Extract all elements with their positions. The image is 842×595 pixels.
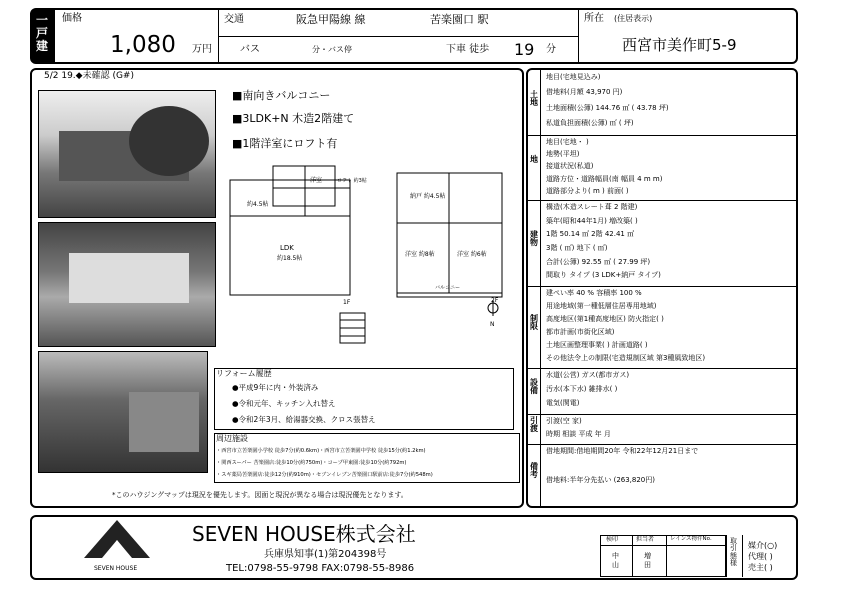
bus-stop: 分・バス停	[312, 45, 352, 54]
section-row: 水道(公営) ガス(都市ガス)	[546, 371, 630, 379]
seller-option: 売主( )	[748, 563, 773, 572]
section-caption: 土地	[530, 89, 538, 107]
footnote: *このハウジングマップは現況を優先します。図面と現況が異なる場合は現況優先となります。	[112, 491, 408, 499]
section-row: その他法令上の制限(宅造規制区域 第3種風致地区)	[546, 354, 706, 362]
price-value: 1,080	[110, 32, 176, 58]
plan-floor1: 1F	[343, 299, 351, 306]
section-caption: 設備	[530, 378, 538, 396]
line-name: 阪急甲陽線 線	[296, 13, 366, 26]
plan-upper-storage: 納戸 約4.5帖	[410, 193, 446, 200]
transport-label: 交通	[224, 14, 244, 25]
address: 西宮市美作町5-9	[622, 36, 737, 54]
section-row: 建ぺい率 40 % 容積率 100 %	[546, 289, 642, 297]
stamp-masuda: 増田	[644, 552, 651, 570]
logo-text: SEVEN HOUSE	[94, 565, 138, 572]
table-head-stamp: 検印	[606, 536, 619, 543]
section-caption: 制限	[530, 314, 538, 332]
bullet-1: ■南向きバルコニー	[232, 89, 331, 102]
reform-item-1: ●平成9年に内・外装済み	[232, 383, 319, 392]
section-caption: 引渡	[530, 416, 538, 434]
location-label: 所在	[584, 13, 604, 24]
section-caption: 備考	[530, 462, 538, 480]
section-row: 合計(公簿) 92.55 ㎡ ( 27.99 坪)	[546, 257, 651, 266]
get-off-label: 下車 徒歩	[446, 44, 490, 55]
section-row: 間取り タイプ (3 LDK+納戸 タイプ)	[546, 271, 661, 280]
location-note: (住居表示)	[614, 14, 653, 23]
section-row: 汚水(本下水) 雑排水( )	[546, 385, 618, 393]
plan-balcony: バルコニー	[435, 285, 461, 291]
contact-phone: TEL:0798-55-9798 FAX:0798-55-8986	[226, 563, 415, 574]
section-row: 引渡(空 家)	[546, 417, 582, 425]
section-row: 都市計画(市街化区域)	[546, 328, 615, 336]
section-row: 構造(木造スレート葺 2 階建)	[546, 203, 638, 211]
section-row: 地目(宅地見込み)	[546, 73, 601, 81]
table-head-staff: 担当者	[636, 536, 655, 543]
section-row: 電気(関電)	[546, 399, 580, 407]
section-row: 道路部分より( m ) 前面( )	[546, 186, 629, 195]
section-row: 接道状況(私道)	[546, 162, 594, 171]
reform-item-3: ●令和2年3月、給湯器交換、クロス張替え	[232, 415, 376, 424]
agent-option: 代理( )	[748, 552, 773, 561]
section-row: 高度地区(第1種高度地区) 防火指定( )	[546, 315, 664, 323]
walk-minutes: 19	[514, 40, 535, 59]
company-logo	[82, 518, 152, 566]
right-panel	[526, 68, 798, 508]
exterior-photo	[38, 90, 216, 218]
interior-photo	[38, 222, 216, 347]
plan-room3: ロフト 約3帖	[337, 178, 367, 184]
section-row: 地勢(平坦)	[546, 150, 580, 159]
plan-floor2: 2F	[491, 297, 499, 304]
plan-room2: 洋室	[310, 177, 323, 184]
section-row: 土地面積(公簿) 144.76 ㎡ ( 43.78 坪)	[546, 103, 669, 112]
environment-item-3: ・スギ薬局苦楽園店:徒歩12分(約910m)・セブンイレブン苦楽園口駅前店:徒歩7分(約548m)	[216, 472, 433, 478]
section-caption: 建物	[530, 230, 538, 248]
garden-photo	[38, 351, 208, 473]
section-row: 時期 相談 平成 年 月	[546, 430, 611, 438]
license-number: 兵庫県知事(1)第204398号	[264, 549, 387, 560]
section-row: 道路方位・道路幅員(南 幅員 4 m m)	[546, 174, 663, 183]
section-row: 築年(昭和44年1月) 増改築( )	[546, 216, 638, 225]
environment-item-2: ・関西スーパー 苦楽園店:徒歩10分(約750m)・コープ甲東園:徒歩10分(約792m)	[216, 460, 407, 466]
section-row: 1階 50.14 ㎡ 2階 42.41 ㎡	[546, 230, 635, 239]
mediation-option: 媒介(○)	[748, 541, 778, 550]
plan-upper-room2: 洋室 約6帖	[457, 251, 487, 258]
bullet-2: ■3LDK+N 木造2階建て	[232, 112, 355, 125]
plan-room1: 約4.5帖	[247, 201, 269, 208]
date-status: 5/2 19.◆未確認 (G#)	[44, 71, 134, 81]
bus-label: バス	[240, 44, 260, 55]
section-row: 借地期間:借地期間20年 令和22年12月21日まで	[546, 447, 699, 455]
section-caption: 地	[530, 154, 538, 164]
section-row: 3階 ( ㎡) 地下 ( ㎡)	[546, 244, 608, 252]
price-label: 価格	[62, 13, 82, 24]
plan-ldk-size: 約18.5帖	[277, 255, 303, 262]
company-name: SEVEN HOUSE株式会社	[192, 522, 416, 546]
type-label: 一戸建	[36, 13, 49, 54]
environment-title: 周辺施設	[216, 434, 248, 443]
reform-item-2: ●令和元年、キッチン入れ替え	[232, 399, 336, 408]
floor-plan	[225, 158, 520, 368]
transaction-type-label: 取引態様	[730, 537, 737, 568]
environment-item-1: ・西宮市立苦楽園小学校 徒歩7分(約0.6km)・西宮市立苦楽園中学校 徒歩15分(約1.2km)	[216, 448, 426, 454]
price-unit: 万円	[192, 44, 212, 55]
station-name: 苦楽園口 駅	[430, 13, 489, 26]
section-row: 借地料:半年分先払い (263,820円)	[546, 476, 655, 484]
section-row: 土地区画整理事業( ) 計画道路( )	[546, 341, 648, 349]
table-head-reins: レインズ物件No.	[670, 536, 712, 542]
section-row: 用途地域(第一種低層住居専用地域)	[546, 302, 657, 310]
section-row: 地目(宅地・ )	[546, 138, 589, 146]
reform-title: リフォーム履歴	[216, 369, 272, 378]
plan-upper-room1: 洋室 約8帖	[405, 251, 435, 258]
plan-north: N	[490, 321, 495, 328]
section-row: 借地料(月額 43,970 円)	[546, 88, 623, 97]
stamp-nakayama: 中山	[612, 552, 619, 570]
section-row: 私道負担面積(公簿) ㎡ ( 坪)	[546, 118, 634, 127]
minute-unit: 分	[546, 44, 556, 55]
bullet-3: ■1階洋室にロフト有	[232, 137, 338, 150]
plan-ldk: LDK	[280, 244, 294, 252]
